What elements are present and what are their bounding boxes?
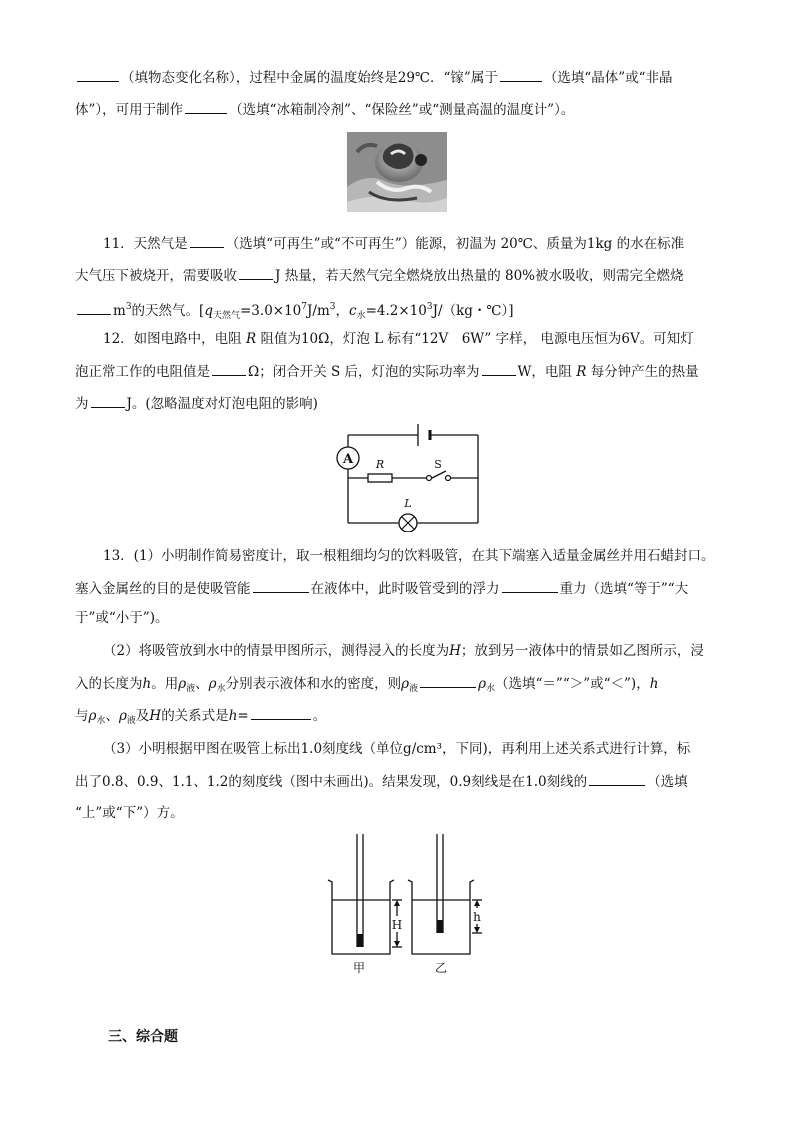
- switch-label: S: [434, 458, 442, 471]
- mark-h: h: [473, 910, 481, 924]
- q11-line2: 大气压下被烧开，需要吸收 J 热量，若天然气完全燃烧放出热量的 80%被水吸收，则需完全燃烧: [75, 265, 684, 286]
- q13-p1-line1: 13．(1）小明制作简易密度计，取一根粗细均匀的饮料吸管，在其下端塞入适量金属丝并用石蜡封口。: [103, 548, 715, 564]
- q10-line2: 体”），可用于制作 （选填“冰箱制冷剂”、“保险丝”或“测量高温的温度计”）。: [75, 99, 574, 120]
- resistor-symbol: [368, 474, 392, 482]
- answer-blank[interactable]: [251, 705, 311, 720]
- answer-blank[interactable]: [77, 300, 111, 315]
- answer-blank[interactable]: [589, 771, 645, 786]
- section-heading: 三、综合题: [108, 1029, 178, 1045]
- lamp-label: L: [404, 497, 412, 510]
- q13-p2-line3: 与$\rho_水$、$\rho_液$及H的关系式是h= 。: [75, 705, 326, 731]
- answer-blank[interactable]: [482, 361, 516, 376]
- answer-blank[interactable]: [253, 578, 309, 593]
- answer-blank[interactable]: [77, 67, 119, 82]
- circuit-diagram: [330, 420, 490, 532]
- q10-line1: （填物态变化名称），过程中金属的温度始终是29℃．“镓”属于 （选填“晶体”或“非晶: [75, 67, 673, 88]
- q11-line1: 11．天然气是 （选填“可再生”或“不可再生”）能源，初温为 20℃、质量为1kg 的水在标准: [103, 233, 684, 254]
- label-jia: 甲: [352, 961, 366, 975]
- answer-blank[interactable]: [185, 99, 227, 114]
- beaker-right: [408, 880, 474, 954]
- gallium-photo: [347, 132, 447, 212]
- beaker-figure: [322, 830, 507, 980]
- ammeter-label: A: [342, 452, 354, 467]
- answer-blank[interactable]: [212, 361, 246, 376]
- answer-blank[interactable]: [91, 393, 125, 408]
- answer-blank[interactable]: [190, 233, 224, 248]
- q13-p2-line2: 入的长度为h。用$\rho_液$、$\rho_水$分别表示液体和水的密度，则$\rho_液$ $\rho_水$（选填“＝”“＞”或“＜”)，h: [75, 673, 658, 699]
- q13-p2-line1: （2）将吸管放到水中的情景甲图所示，测得浸入的长度为H；放到另一液体中的情景如乙图所示，浸: [103, 643, 704, 659]
- answer-blank[interactable]: [500, 67, 542, 82]
- resistor-label: R: [375, 458, 385, 471]
- switch-contact: [446, 476, 451, 481]
- answer-blank[interactable]: [239, 265, 273, 280]
- q12-line3: 为 J。(忽略温度对灯泡电阻的影响): [75, 393, 318, 414]
- q12-line1: 12．如图电路中，电阻 R 阻值为10Ω，灯泡 L 标有“12V 6W” 字样， 电源电压恒为6V。可知灯: [103, 331, 694, 347]
- metal-wire-right: [437, 920, 443, 933]
- switch-contact: [427, 476, 432, 481]
- q13-p3-line1: （3）小明根据甲图在吸管上标出1.0刻度线（单位g/cm³，下同)，再利用上述关系式进行计算，标: [103, 741, 691, 757]
- answer-blank[interactable]: [502, 578, 558, 593]
- q11-line3: $m^3$的天然气。[$q_{天然气}=3.0\times 10^7J/m^3$，$c_水=4.2\times 10^3J/(kg$・℃）]: [75, 297, 514, 326]
- q13-p1-line2: 塞入金属丝的目的是使吸管能 在液体中，此时吸管受到的浮力 重力（选填“等于”“大: [75, 578, 688, 599]
- q13-p1-line3: 于”或“小于”)。: [75, 610, 169, 626]
- label-yi: 乙: [434, 961, 448, 975]
- q13-p3-line3: “上”或“下”）方。: [75, 805, 184, 821]
- q13-p3-line2: 出了0.8、0.9、1.1、1.2的刻度线（图中未画出)。结果发现，0.9刻线是在1.0刻线的 （选填: [75, 771, 688, 792]
- metal-wire-left: [357, 934, 363, 947]
- answer-blank[interactable]: [420, 673, 476, 688]
- mark-H: H: [391, 918, 403, 932]
- q12-line2: 泡正常工作的电阻值是 Ω；闭合开关 S 后，灯泡的实际功率为 W，电阻 R 每分钟产生的热量: [75, 361, 699, 382]
